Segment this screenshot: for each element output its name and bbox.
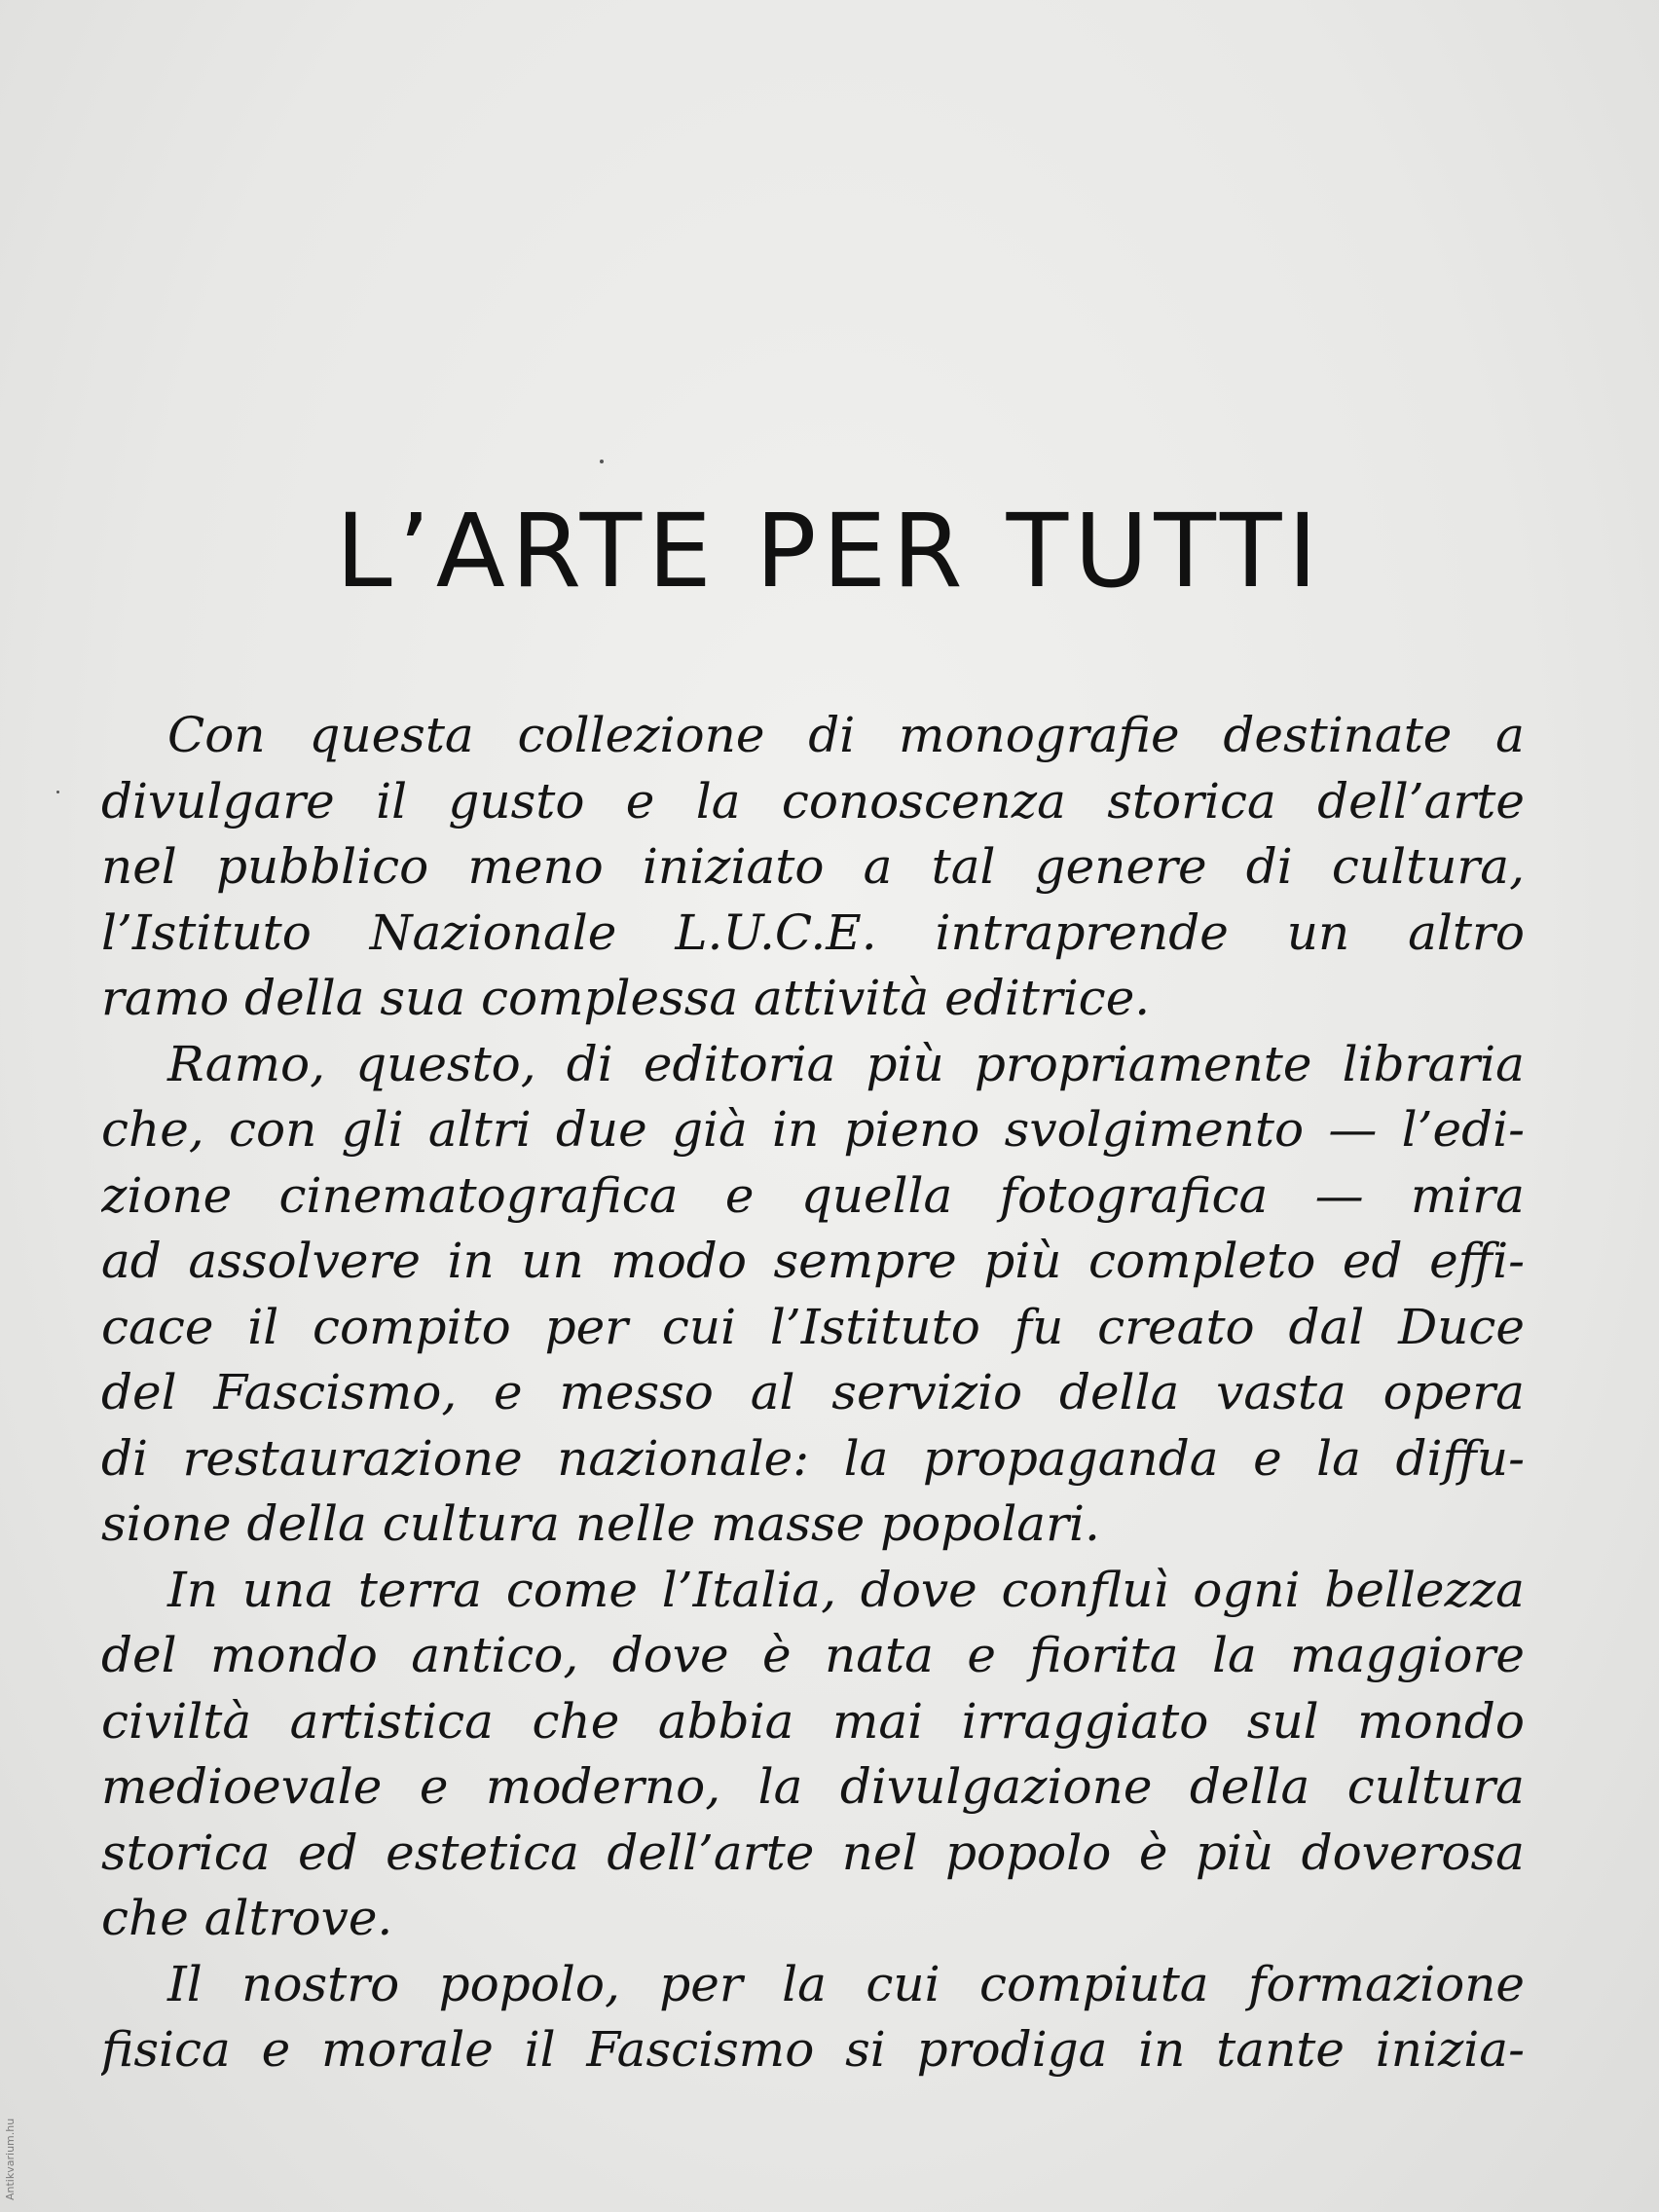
text-line: storica ed estetica dell’arte nel popolo è più doverosa: [101, 1824, 1525, 1881]
text-line: nel pubblico meno iniziato a tal genere di cultura,: [101, 838, 1525, 895]
text-line: del Fascismo, e messo al servizio della vasta opera: [101, 1364, 1525, 1420]
page-title: L’ARTE PER TUTTI: [335, 492, 1324, 610]
text-line: che altrove.: [101, 1890, 393, 1946]
text-line: Ramo, questo, di editoria più propriamente libraria: [167, 1035, 1525, 1092]
text-line: Il nostro popolo, per la cui compiuta formazione: [167, 1955, 1525, 2012]
text-line: fisica e morale il Fascismo si prodiga in tante inizia-: [101, 2021, 1525, 2078]
text-line: medioevale e moderno, la divulgazione della cultura: [101, 1758, 1525, 1815]
text-line: Con questa collezione di monografie destinate a: [167, 707, 1525, 763]
text-line: sione della cultura nelle masse popolari.: [101, 1495, 1100, 1552]
text-line: divulgare il gusto e la conoscenza storica dell’arte: [101, 772, 1525, 830]
text-line: l’Istituto Nazionale L.U.C.E. intraprende un altro: [101, 903, 1525, 961]
text-line: di restaurazione nazionale: la propaganda e la diffu-: [101, 1429, 1525, 1487]
text-line: del mondo antico, dove è nata e fiorita la maggiore: [101, 1627, 1525, 1683]
speck: [56, 791, 59, 793]
text-line: zione cinematografica e quella fotografica — mira: [101, 1166, 1525, 1224]
text-line: civiltà artistica che abbia mai irraggiato sul mondo: [101, 1692, 1525, 1750]
text-line: ramo della sua complessa attività editrice.: [101, 970, 1151, 1026]
text-line: che, con gli altri due già in pieno svolgimento — l’edi-: [101, 1101, 1525, 1158]
watermark: Antikvarium.hu: [4, 2118, 17, 2200]
text-line: cace il compito per cui l’Istituto fu creato dal Duce: [101, 1298, 1525, 1355]
speck: [600, 460, 604, 463]
text-line: In una terra come l’Italia, dove confluì ogni bellezza: [167, 1561, 1525, 1618]
text-line: ad assolvere in un modo sempre più completo ed effi-: [101, 1233, 1525, 1289]
body-text: [101, 703, 1525, 2083]
